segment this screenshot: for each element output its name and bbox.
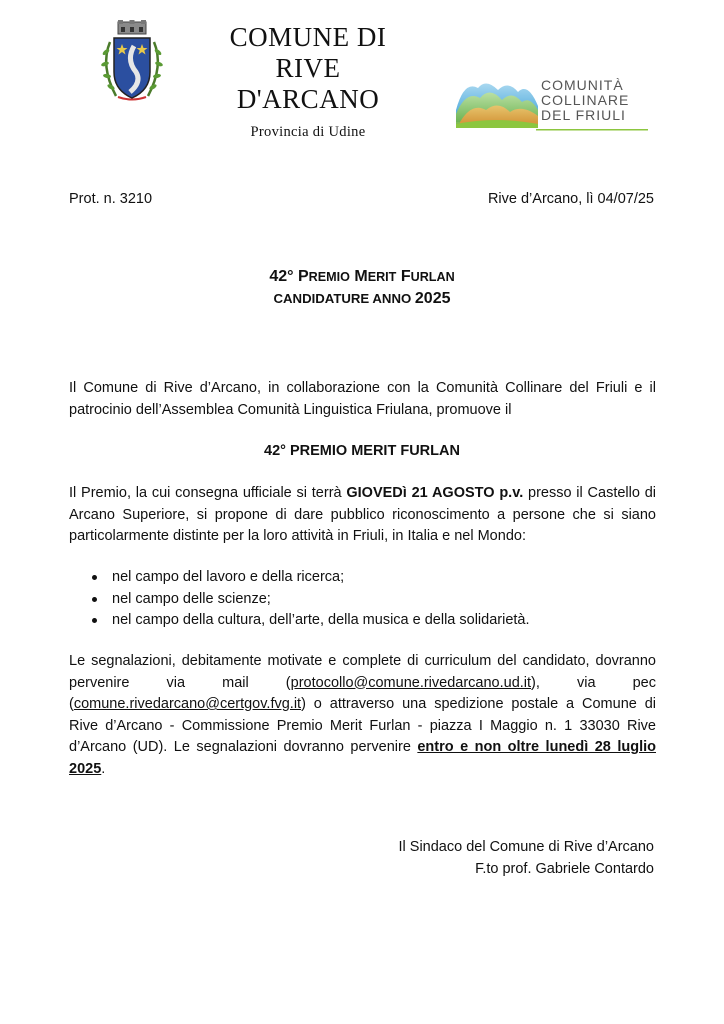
list-item: nel campo delle scienze; bbox=[92, 589, 530, 611]
bullet-icon bbox=[92, 597, 97, 602]
municipality-name-line-3: D'ARCANO bbox=[236, 84, 380, 114]
email-link[interactable]: protocollo@comune.rivedarcano.ud.it bbox=[290, 674, 532, 691]
municipal-crest-logo bbox=[96, 20, 168, 104]
municipality-name-line-1: COMUNE DI bbox=[229, 22, 387, 52]
categories-list bbox=[92, 567, 530, 632]
bullet-icon bbox=[92, 618, 97, 623]
municipality-name bbox=[188, 22, 428, 115]
ceremony-date: GIOVEDì 21 AGOSTO p.v. bbox=[346, 485, 524, 501]
title-line-1: 42° PREMIO MERIT FURLAN bbox=[269, 268, 455, 285]
wordmark-line-3: DEL FRIULI bbox=[541, 107, 626, 123]
wordmark-line-1: COMUNITÀ bbox=[541, 77, 624, 93]
deadline: entro e non oltre lunedì 28 luglio 2025 bbox=[69, 739, 656, 777]
signature-line-1: Il Sindaco del Comune di Rive d’Arcano bbox=[398, 839, 654, 855]
place-and-date: Rive d’Arcano, lì 04/07/25 bbox=[487, 191, 654, 207]
list-item: nel campo del lavoro e della ricerca; bbox=[92, 567, 530, 589]
protocol-number: Prot. n. 3210 bbox=[69, 191, 153, 207]
wordmark-line-2: COLLINARE bbox=[541, 92, 630, 108]
document-title bbox=[0, 266, 724, 310]
intro-paragraph: Il Comune di Rive d’Arcano, in collaborazione con la Comunità Collinare del Friuli e il patrocinio dell’Assemblea Comunità Linguistica Friulana, promuove il bbox=[69, 380, 656, 418]
submission-paragraph: Le segnalazioni, debitamente motivate e complete di curriculum del candidato, dovranno pervenire via mail (protocollo@comune.rivedarcano.ud.it), via pec (comune.rivedarcano@certgov.fvg.it) o attraverso una spedizione postale a Comune di Rive d’Arcano - Commissione Premio Merit Furlan - piazza I Maggio n. 1 33030 Rive d’Arcano (UD). Le segnalazioni dovranno pervenire entro e non oltre lunedì 28 luglio 2025. bbox=[69, 653, 656, 777]
award-description-paragraph: Il Premio, la cui consegna ufficiale si terrà GIOVEDì 21 AGOSTO p.v. presso il Castello di Arcano Superiore, si propone di dare pubblico riconoscimento a persone che si siano particolarmente distinte per la loro attività in Friuli, in Italia e nel Mondo: bbox=[69, 485, 656, 544]
pec-link[interactable]: comune.rivedarcano@certgov.fvg.it bbox=[73, 696, 302, 712]
title-line-2: CANDIDATURE ANNO 2025 bbox=[273, 290, 451, 307]
award-subtitle: 42° PREMIO MERIT FURLAN bbox=[264, 443, 460, 459]
list-item: nel campo della cultura, dell’arte, della musica e della solidarietà. bbox=[92, 610, 530, 632]
bullet-icon bbox=[92, 575, 97, 580]
signature-line-2: F.to prof. Gabriele Contardo bbox=[475, 860, 654, 877]
province-label: Provincia di Udine bbox=[250, 124, 366, 140]
signature-block bbox=[399, 837, 655, 880]
comunita-collinare-wordmark bbox=[541, 78, 629, 123]
municipality-name-line-2: RIVE bbox=[275, 53, 341, 83]
